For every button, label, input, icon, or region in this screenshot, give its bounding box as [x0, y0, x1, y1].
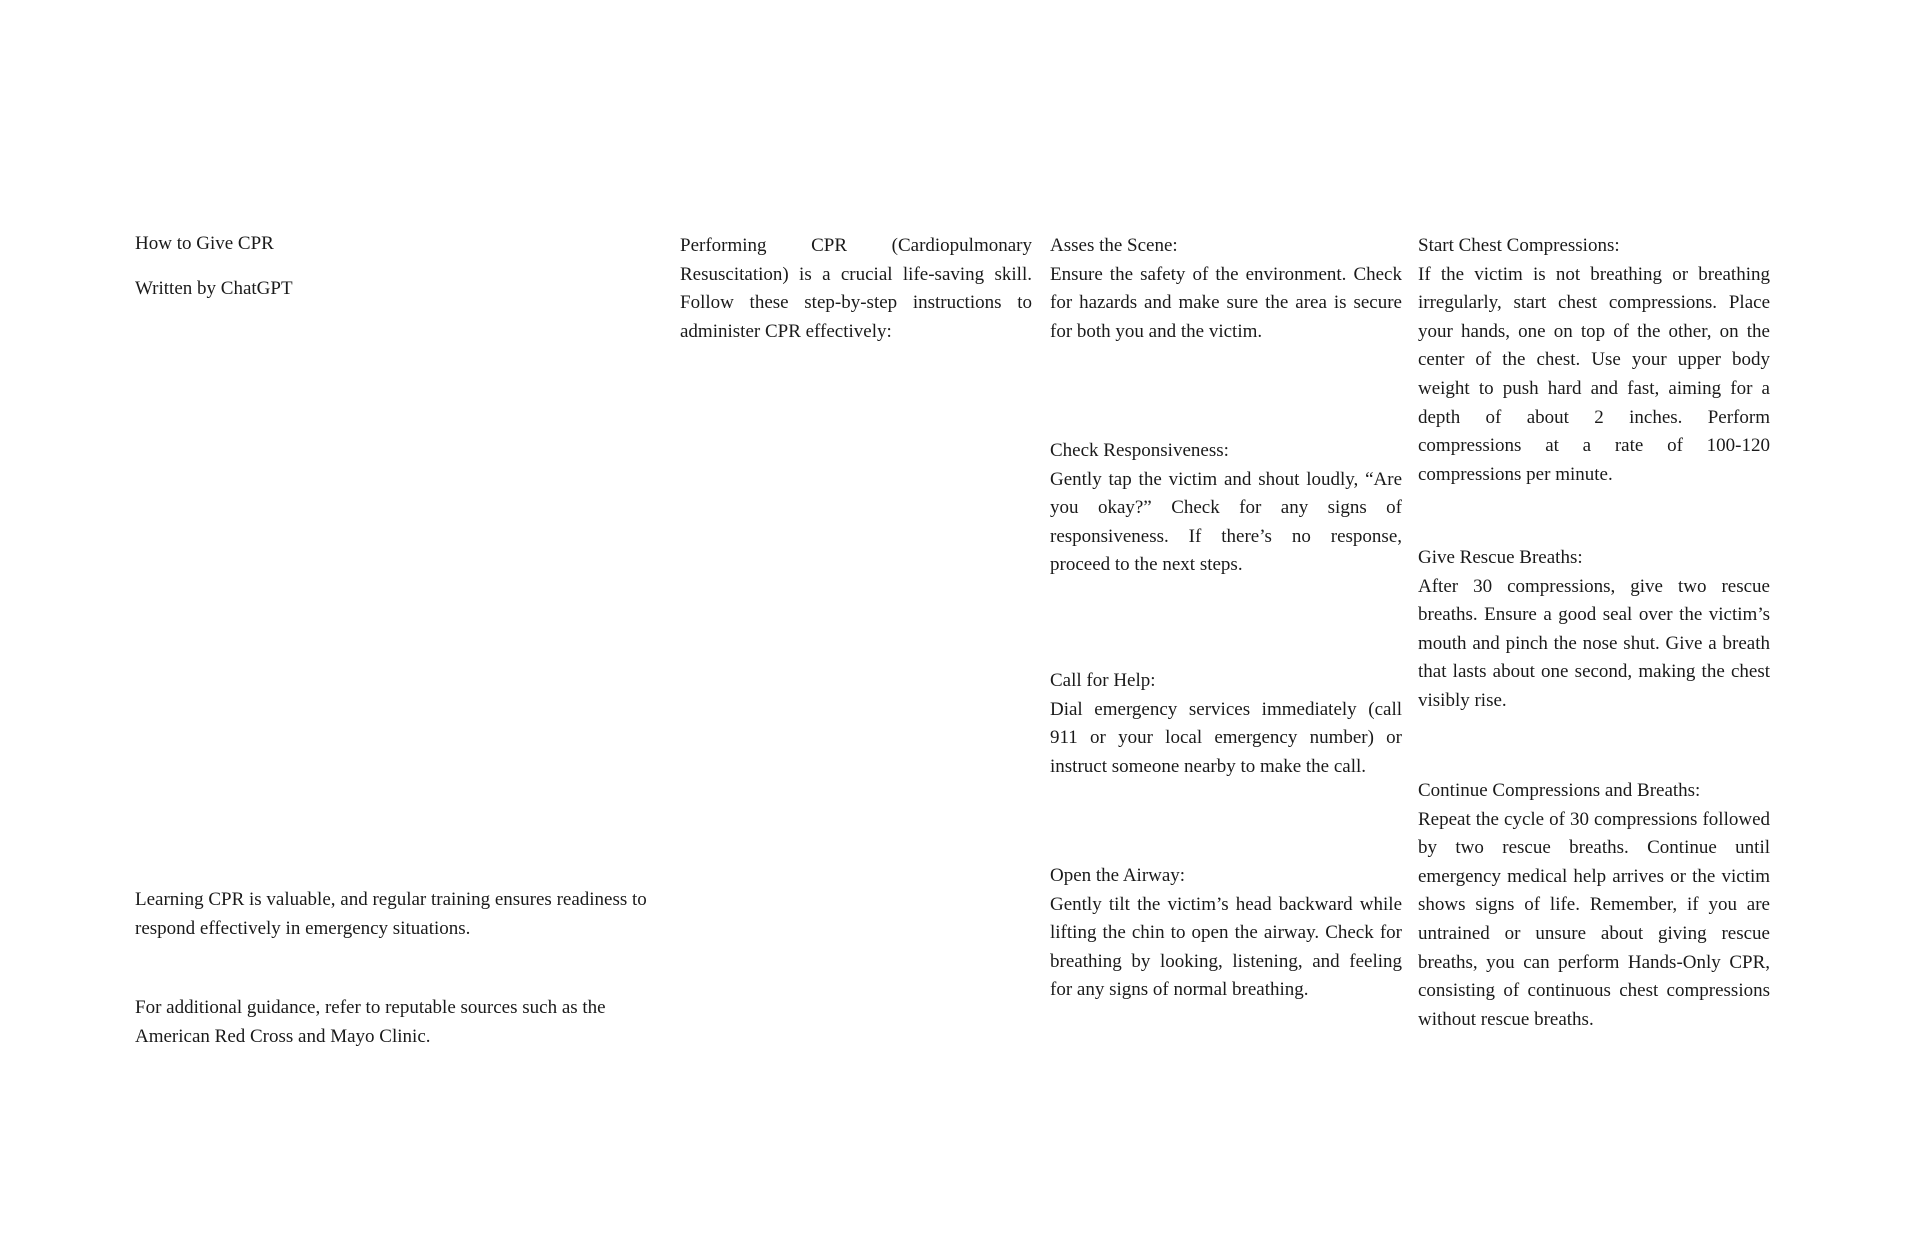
step-rescue-breaths [1418, 544, 1770, 716]
step-body: Gently tilt the victim’s head backward while lifting the chin to open the airway. Check for breathing by looking, listening, and feeling for any signs of normal breathing. [1050, 893, 1402, 1001]
closing-paragraph: Learning CPR is valuable, and regular training ensures readiness to respond effectively in emergency situations. [135, 889, 647, 939]
step-call-for-help [1050, 667, 1402, 781]
step-body: After 30 compressions, give two rescue breaths. Ensure a good seal over the victim’s mouth and pinch the nose shut. Give a breath that lasts about one second, making the chest visibly rise. [1418, 575, 1770, 711]
step-body: Repeat the cycle of 30 compressions followed by two rescue breaths. Continue until emergency medical help arrives or the victim shows signs of life. Remember, if you are untrained or unsure about giving rescue breaths, you can perform Hands-Only CPR, consisting of continuous chest compressions without rescue breaths. [1418, 808, 1770, 1030]
step-body: Gently tap the victim and shout loudly, “Are you okay?” Check for any signs of responsiveness. If there’s no response, proceed to the next steps. [1050, 468, 1402, 576]
step-heading: Check Responsiveness: [1050, 440, 1229, 461]
step-heading: Start Chest Compressions: [1418, 235, 1620, 256]
step-body: Ensure the safety of the environment. Check for hazards and make sure the area is secure for both you and the victim. [1050, 263, 1402, 342]
step-assess-scene [1050, 232, 1402, 346]
step-heading: Open the Airway: [1050, 865, 1186, 886]
step-chest-compressions [1418, 232, 1770, 489]
step-open-airway [1050, 862, 1402, 1005]
step-heading: Continue Compressions and Breaths: [1418, 780, 1701, 801]
closing-paragraph: For additional guidance, refer to reputable sources such as the American Red Cross and Mayo Clinic. [135, 997, 606, 1047]
intro-paragraph: Performing CPR (Cardiopulmonary Resuscitation) is a crucial life-saving skill. Follow these step-by-step instructions to administer CPR effectively: [680, 235, 1032, 342]
step-heading: Call for Help: [1050, 670, 1156, 691]
document-title: How to Give CPR [135, 233, 274, 254]
step-check-responsiveness [1050, 437, 1402, 580]
step-heading: Give Rescue Breaths: [1418, 547, 1583, 568]
document-author: Written by ChatGPT [135, 278, 293, 299]
step-heading: Asses the Scene: [1050, 235, 1178, 256]
step-body: If the victim is not breathing or breathing irregularly, start chest compressions. Place your hands, one on top of the other, on the center of the chest. Use your upper body weight to push hard and fast, aiming for a depth of about 2 inches. Perform compressions at a rate of 100-120 compressions per minute. [1418, 263, 1770, 485]
step-body: Dial emergency services immediately (call 911 or your local emergency number) or instruct someone nearby to make the call. [1050, 698, 1402, 777]
step-continue-cycle [1418, 777, 1770, 1034]
